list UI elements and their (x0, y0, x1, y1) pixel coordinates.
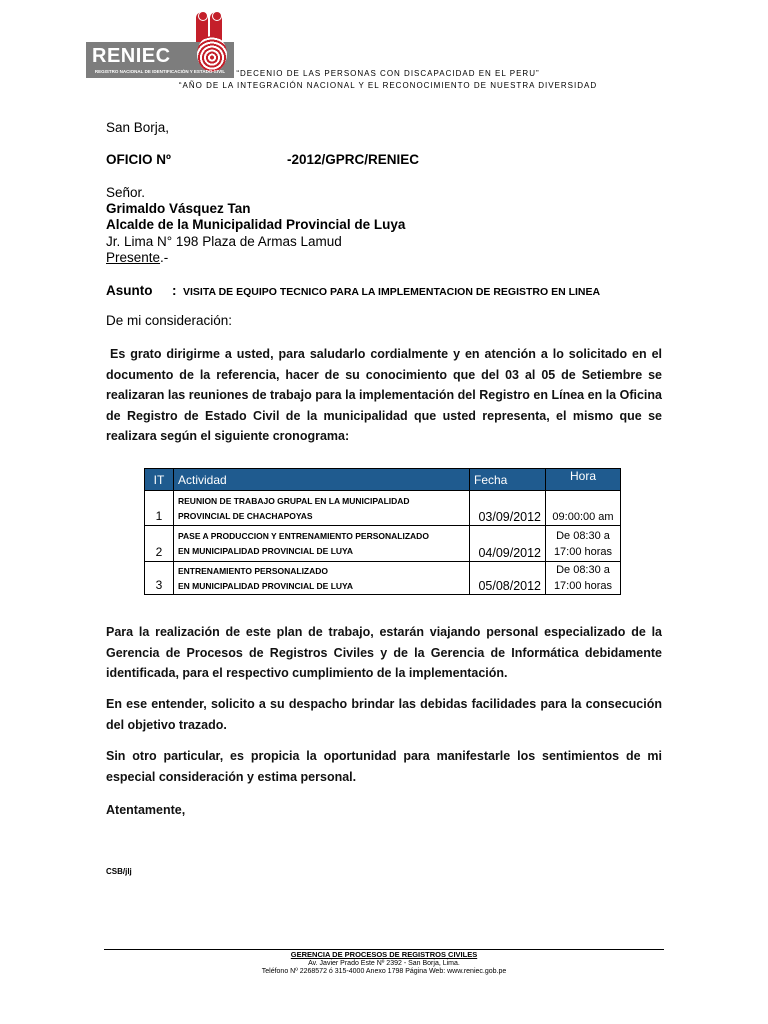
cell-hora (546, 562, 621, 595)
footer-office: GERENCIA DE PROCESOS DE REGISTROS CIVILES (290, 950, 478, 959)
oficio-number: -2012/GPRC/RENIEC (287, 152, 420, 167)
schedule-table (144, 468, 621, 595)
footer-address: Av. Javier Prado Este Nº 2392 - San Borja, Lima. (308, 960, 460, 967)
actividad-line: REUNION DE TRABAJO GRUPAL EN LA MUNICIPALIDAD (178, 495, 410, 506)
recipient-address: Jr. Lima N° 198 Plaza de Armas Lamud (106, 234, 342, 249)
greeting: De mi consideración: (106, 313, 233, 328)
table-row (145, 562, 621, 595)
cell-fecha: 05/08/2012 (470, 562, 546, 595)
table-row (145, 491, 621, 526)
hora-line: De 08:30 a (556, 529, 610, 542)
footer-contact: Teléfono Nº 2268572 ó 315-4000 Anexo 1798 Página Web: www.reniec.gob.pe (261, 968, 507, 975)
header-actividad: Actividad (174, 469, 470, 491)
paragraph-2: Para la realización de este plan de trabajo, estarán viajando personal especializado de la Gerencia de Procesos de Registros Civiles y de la Gerencia de Informática debidamente identificada, para el respectivo cumplimiento de la implementación. (106, 625, 662, 680)
recipient-name: Grimaldo Vásquez Tan (106, 201, 251, 216)
hora-line: 17:00 horas (553, 545, 613, 558)
asunto-text: VISITA DE EQUIPO TECNICO PARA LA IMPLEMENTACION DE REGISTRO EN LINEA (183, 286, 601, 298)
actividad-line: ENTRENAMIENTO PERSONALIZADO (178, 565, 329, 576)
cell-it: 2 (145, 526, 174, 562)
salutation: Señor. (106, 185, 146, 200)
fingerprint-icon (197, 36, 227, 72)
initials: CSB/jlj (106, 867, 132, 876)
cell-hora (546, 491, 621, 526)
motto-line-1: “DECENIO DE LAS PERSONAS CON DISCAPACIDAD EN EL PERU” (236, 69, 540, 78)
table-header-row (145, 469, 621, 491)
motto-line-2: “AÑO DE LA INTEGRACIÓN NACIONAL Y EL RECONOCIMIENTO DE NUESTRA DIVERSIDAD (178, 81, 598, 90)
place-date: San Borja, (106, 120, 170, 135)
cell-fecha: 04/09/2012 (470, 526, 546, 562)
actividad-line: EN MUNICIPALIDAD PROVINCIAL DE LUYA (178, 580, 354, 591)
asunto-label: Asunto (106, 283, 153, 298)
asunto-colon: : (172, 283, 177, 298)
logo-subtitle: REGISTRO NACIONAL DE IDENTIFICACIÓN Y ESTADO CIVIL (94, 69, 226, 74)
oficio-label: OFICIO Nº (106, 152, 171, 167)
actividad-line: EN MUNICIPALIDAD PROVINCIAL DE LUYA (178, 546, 354, 556)
actividad-line: PROVINCIAL DE CHACHAPOYAS (178, 510, 313, 521)
cell-actividad (174, 526, 470, 562)
hora-line: 09:00:00 am (552, 511, 614, 523)
header-fecha: Fecha (470, 469, 546, 491)
paragraph-1: Es grato dirigirme a usted, para saludarlo cordialmente y en atención a lo solicitado en el documento de la referencia, hacer de su conocimiento que del 03 al 05 de Setiembre se realizaran las reuniones de trabajo para la implementación del Registro en Línea en la Oficina de Registro de Estado Civil de la municipalidad que usted representa, el mismo que se realizara según el siguiente cronograma: (106, 347, 662, 443)
cell-actividad (174, 491, 470, 526)
closing: Atentamente, (106, 803, 186, 817)
table-row (145, 526, 621, 562)
header-it: IT (145, 469, 174, 491)
presente-suffix: .- (160, 250, 169, 265)
presente-text: Presente (106, 250, 161, 265)
cell-fecha: 03/09/2012 (470, 491, 546, 526)
hora-line: De 08:30 a (556, 564, 610, 576)
presente-line (106, 250, 168, 265)
hora-line: 17:00 horas (553, 580, 613, 592)
cell-actividad (174, 562, 470, 595)
paragraph-4: Sin otro particular, es propicia la oportunidad para manifestarle los sentimientos de mi especial consideración y estima personal. (106, 749, 662, 784)
paragraph-3: En ese entender, solicito a su despacho brindar las debidas facilidades para la consecución del objetivo trazado. (106, 697, 662, 732)
logo-text: RENIEC (92, 45, 171, 67)
header-hora: Hora (546, 469, 621, 491)
actividad-line: PASE A PRODUCCION Y ENTRENAMIENTO PERSONALIZADO (178, 531, 429, 541)
cell-hora (546, 526, 621, 562)
cell-it: 3 (145, 562, 174, 595)
recipient-title: Alcalde de la Municipalidad Provincial de Luya (106, 217, 406, 232)
cell-it: 1 (145, 491, 174, 526)
